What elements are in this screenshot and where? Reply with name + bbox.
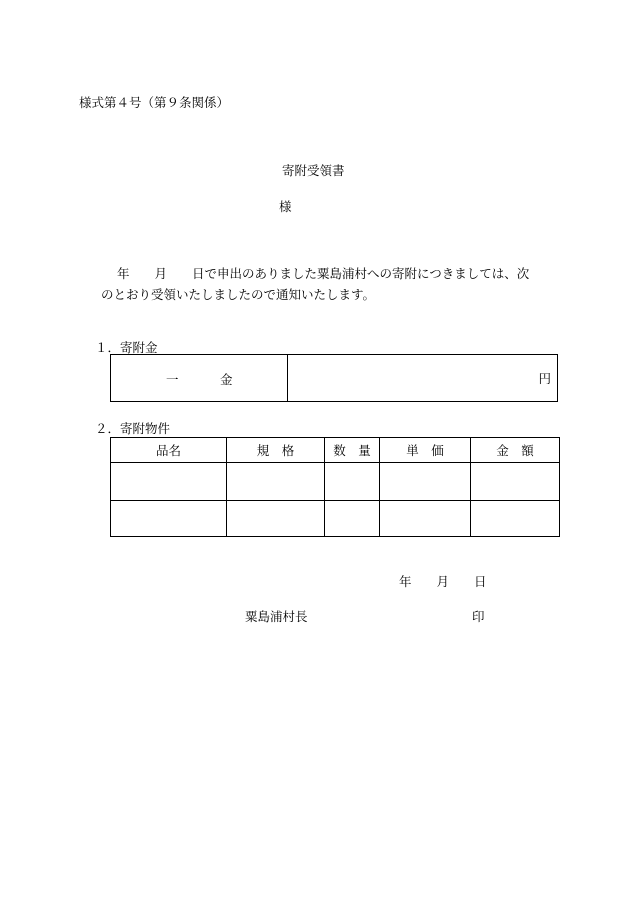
- table-row: [111, 501, 560, 537]
- amount-label-char-2: 金: [220, 372, 233, 387]
- table-row: [111, 463, 560, 501]
- table-cell: [471, 463, 560, 501]
- document-title: 寄附受領書: [282, 163, 345, 178]
- column-header-unit-price: 単 価: [380, 438, 471, 463]
- amount-label-cell: [111, 355, 288, 402]
- donation-money-table: [110, 354, 558, 402]
- column-header-amount: 金 額: [471, 438, 560, 463]
- table-cell: [471, 501, 560, 537]
- yen-unit: 円: [538, 371, 551, 386]
- column-header-quantity: 数 量: [325, 438, 380, 463]
- table-header-row: [111, 438, 560, 463]
- body-text-line-2: のとおり受領いたしましたので通知いたします。: [101, 287, 376, 302]
- seal-mark: 印: [472, 609, 485, 624]
- table-cell: [111, 463, 227, 501]
- table-cell: [380, 501, 471, 537]
- table-cell: [325, 463, 380, 501]
- table-cell: [227, 501, 325, 537]
- table-cell: [111, 501, 227, 537]
- column-header-specification: 規 格: [227, 438, 325, 463]
- body-text-line-1: 年 月 日で申出のありました粟島浦村への寄附につきましては、次: [117, 266, 530, 281]
- signer-title: 粟島浦村長: [245, 609, 308, 624]
- recipient-honorific: 様: [279, 199, 292, 214]
- donation-money-row: [111, 355, 558, 402]
- donation-goods-table: [110, 437, 560, 537]
- amount-label-char-1: 一: [166, 372, 179, 387]
- section-donation-goods-heading: ２．寄附物件: [95, 421, 171, 436]
- table-cell: [325, 501, 380, 537]
- table-cell: [227, 463, 325, 501]
- form-number: 様式第４号（第９条関係）: [79, 95, 230, 110]
- column-header-item-name: 品名: [111, 438, 227, 463]
- table-cell: [380, 463, 471, 501]
- issue-date: 年 月 日: [399, 574, 487, 589]
- section-donation-money-heading: １．寄附金: [95, 340, 158, 355]
- amount-value-cell: [288, 355, 558, 402]
